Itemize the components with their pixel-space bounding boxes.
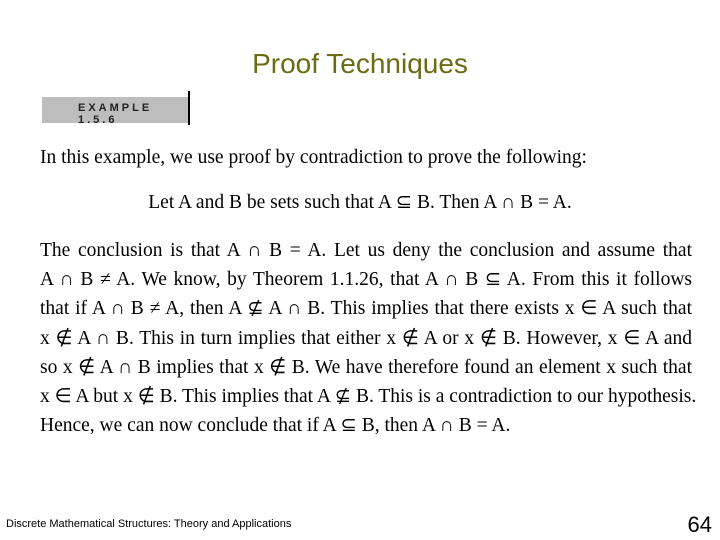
proof-line: x ∈ A but x ∉ B. This implies that A ⊈ B. This is a contradiction to our hypothesis. bbox=[40, 386, 697, 408]
proof-line: Hence, we can now conclude that if A ⊆ B, then A ∩ B = A. bbox=[40, 415, 511, 437]
theorem-statement: Let A and B be sets such that A ⊆ B. Then A ∩ B = A. bbox=[148, 192, 572, 213]
proof-paragraph bbox=[40, 236, 697, 440]
proof-line: A ∩ B ≠ A. We know, by Theorem 1.1.26, that A ∩ B ⊆ A. From this it follows bbox=[40, 269, 692, 291]
intro-paragraph: In this example, we use proof by contradiction to prove the following: bbox=[40, 147, 587, 168]
slide-title: Proof Techniques bbox=[252, 48, 468, 79]
example-label: EXAMPLE 1.5.6 bbox=[78, 102, 153, 126]
example-label-tab bbox=[42, 97, 190, 126]
proof-line: that if A ∩ B ≠ A, then A ⊈ A ∩ B. This implies that there exists x ∈ A such that bbox=[40, 298, 692, 320]
example-divider bbox=[188, 91, 190, 125]
footer-course-title: Discrete Mathematical Structures: Theory and Applications bbox=[6, 518, 292, 530]
proof-line: so x ∉ A ∩ B implies that x ∉ B. We have therefore found an element x such that bbox=[40, 356, 692, 378]
page-number: 64 bbox=[687, 512, 712, 537]
proof-line: The conclusion is that A ∩ B = A. Let us deny the conclusion and assume that bbox=[40, 240, 692, 261]
proof-line: x ∉ A ∩ B. This in turn implies that either x ∉ A or x ∉ B. However, x ∈ A and bbox=[40, 327, 692, 349]
